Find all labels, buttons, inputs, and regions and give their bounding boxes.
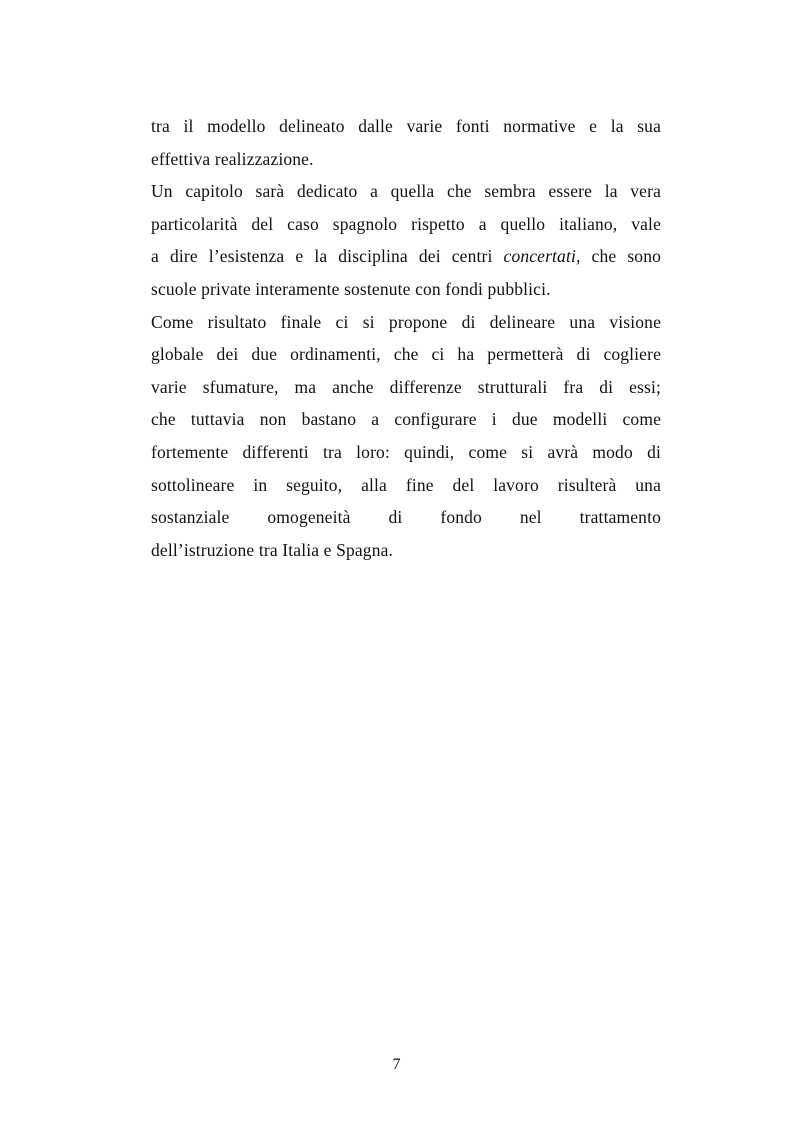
text-line (151, 240, 661, 273)
text-segment: che sono (580, 246, 661, 267)
text-line: fortemente differenti tra loro: quindi, come si avrà modo di (151, 441, 661, 462)
text-line: effettiva realizzazione. (151, 148, 314, 169)
text-line: Come risultato finale ci si propone di delineare una visione (151, 311, 661, 332)
text-line: globale dei due ordinamenti, che ci ha permetterà di cogliere (151, 344, 661, 365)
text-line: varie sfumature, ma anche differenze strutturali fra di essi; (151, 376, 661, 397)
text-line: sottolineare in seguito, alla fine del lavoro risulterà una (151, 474, 661, 495)
italic-term: concertati, (503, 246, 581, 267)
text-line: particolarità del caso spagnolo rispetto a quello italiano, vale (151, 213, 661, 234)
text-line: sostanziale omogeneità di fondo nel trattamento (151, 507, 661, 528)
text-line: scuole private interamente sostenute con fondi pubblici. (151, 278, 551, 299)
text-line: dell’istruzione tra Italia e Spagna. (151, 539, 394, 560)
text-line: che tuttavia non bastano a configurare i due modelli come (151, 409, 661, 430)
text-line: Un capitolo sarà dedicato a quella che sembra essere la vera (151, 181, 661, 202)
body-paragraphs (151, 110, 661, 566)
page-number: 7 (392, 1056, 401, 1073)
text-segment: a dire l’esistenza e la disciplina dei centri (151, 246, 504, 267)
text-line: tra il modello delineato dalle varie fonti normative e la sua (151, 116, 661, 136)
